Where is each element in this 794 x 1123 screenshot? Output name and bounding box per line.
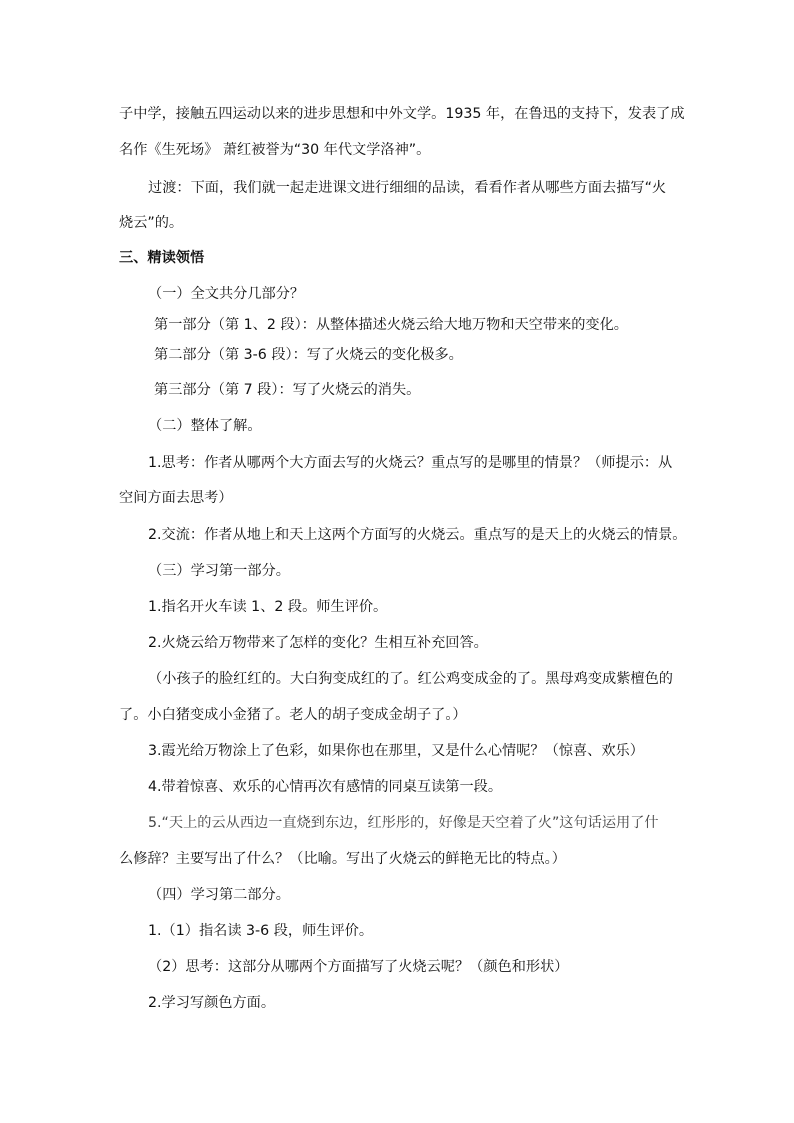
body-text-line: 过渡：下面，我们就一起走进课文进行细细的品读，看看作者从哪些方面去描写“火 bbox=[148, 180, 667, 196]
body-text-line: 4.带着惊喜、欢乐的心情再次有感情的同桌互读第一段。 bbox=[148, 779, 503, 795]
section-heading: 三、精读领悟 bbox=[119, 250, 205, 266]
body-text-line: 3.霞光给万物涂上了色彩，如果你也在那里，又是什么心情呢？（惊喜、欢乐） bbox=[148, 743, 644, 759]
body-text-line: 烧云”的。 bbox=[119, 215, 184, 231]
sub-heading: （三）学习第一部分。 bbox=[148, 563, 290, 579]
body-text-line: （小孩子的脸红红的。大白狗变成红的了。红公鸡变成金的了。黑母鸡变成紫檀色的 bbox=[148, 671, 673, 687]
body-text-line: 2.火烧云给万物带来了怎样的变化？生相互补充回答。 bbox=[148, 635, 488, 651]
body-text-line: 了。小白猪变成小金猪了。老人的胡子变成金胡子了。） bbox=[119, 707, 467, 723]
body-text-line: 1.思考：作者从哪两个大方面去写的火烧云？重点写的是哪里的情景？（师提示：从 bbox=[148, 455, 673, 471]
body-text-line: 子中学，接触五四运动以来的进步思想和中外文学。1935 年，在鲁迅的支持下，发表了成 bbox=[119, 106, 685, 122]
body-text-line: 1.（1）指名读 3-6 段，师生评价。 bbox=[148, 923, 374, 939]
body-text-line: 2.学习写颜色方面。 bbox=[148, 995, 276, 1011]
body-text-line: （2）思考：这部分从哪两个方面描写了火烧云呢？（颜色和形状） bbox=[148, 959, 569, 975]
sub-heading: （二）整体了解。 bbox=[148, 418, 262, 434]
body-text-line: 第一部分（第 1、2 段）：从整体描述火烧云给大地万物和天空带来的变化。 bbox=[154, 317, 628, 333]
body-text-line: 空间方面去思考） bbox=[119, 490, 233, 506]
body-text-line: 1.指名开火车读 1、2 段。师生评价。 bbox=[148, 599, 388, 615]
sub-heading: （一）全文共分几部分？ bbox=[148, 286, 305, 302]
body-text-line: 5.“天上的云从西边一直烧到东边，红彤彤的，好像是天空着了火”这句话运用了什 bbox=[148, 815, 659, 831]
body-text-line: 名作《生死场》 萧红被誉为“30 年代文学洛神”。 bbox=[119, 142, 431, 158]
body-text-line: 么修辞？主要写出了什么？（比喻。写出了火烧云的鲜艳无比的特点。） bbox=[119, 851, 566, 867]
body-text-line: 第三部分（第 7 段）：写了火烧云的消失。 bbox=[154, 382, 421, 398]
sub-heading: （四）学习第二部分。 bbox=[148, 887, 290, 903]
body-text-line: 第二部分（第 3-6 段）：写了火烧云的变化极多。 bbox=[154, 347, 463, 363]
body-text-line: 2.交流：作者从地上和天上这两个方面写的火烧云。重点写的是天上的火烧云的情景。 bbox=[148, 527, 687, 543]
